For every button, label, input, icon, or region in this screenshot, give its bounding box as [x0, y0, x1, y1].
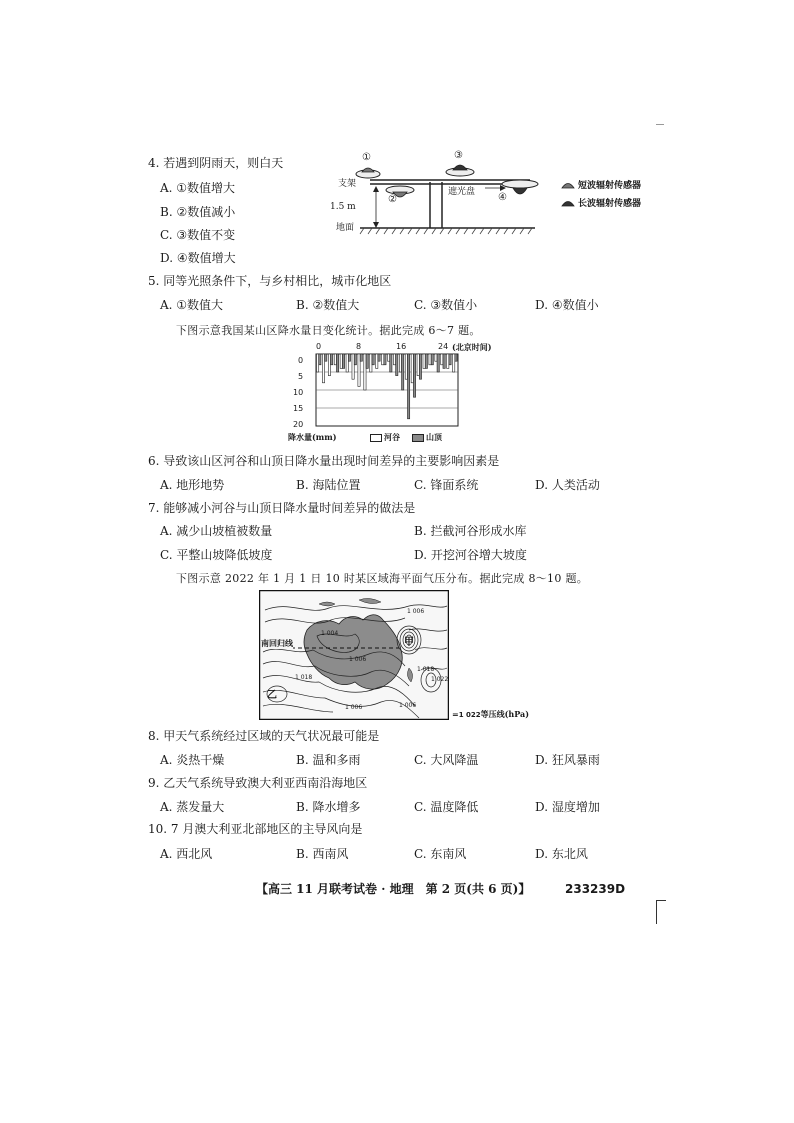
bar-valley-14	[399, 354, 401, 372]
legend-valley: 河谷	[384, 432, 400, 442]
yi-label: 乙	[267, 690, 277, 701]
bar-valley-22	[447, 354, 449, 368]
bar-valley-0	[316, 354, 318, 372]
bar-top-17	[419, 354, 421, 379]
label-ground: 地面	[336, 223, 355, 233]
label-shade: 遮光盘	[448, 187, 476, 197]
page-footer-title: 【高三 11 月联考试卷 · 地理 第 2 页(共 6 页)】	[256, 882, 531, 896]
precip-chart-block	[286, 338, 506, 446]
bar-valley-17	[417, 354, 419, 376]
isobar-label-5: 1 018	[417, 666, 435, 673]
isobar-label-8: 1 006	[345, 704, 363, 711]
q7-option-d: D. 开挖河谷增大坡度	[414, 548, 527, 562]
bar-valley-18	[423, 354, 425, 368]
q4-option-d: D. ④数值增大	[160, 251, 236, 265]
bar-top-18	[425, 354, 427, 368]
x-tick-8: 8	[356, 342, 362, 351]
bar-valley-20	[435, 354, 437, 361]
bar-top-10	[378, 354, 380, 361]
bar-valley-6	[352, 354, 354, 379]
tropic-label: 南回归线	[261, 638, 293, 648]
q5-option-b: B. ②数值大	[296, 298, 360, 312]
bar-valley-7	[358, 354, 360, 386]
x-tick-0: 0	[316, 342, 322, 351]
mark-2: ②	[388, 194, 397, 205]
y-tick-0: 0	[298, 356, 304, 365]
bar-valley-12	[387, 354, 389, 361]
bar-top-2	[331, 354, 333, 365]
bar-top-7	[360, 354, 362, 361]
legend-short-wave: 短波辐射传感器	[578, 181, 642, 191]
bar-valley-23	[453, 354, 455, 372]
q6-option-a: A. 地形地势	[160, 478, 225, 492]
corner-mark-top	[656, 124, 664, 125]
q7-option-c: C. 平整山坡降低坡度	[160, 548, 273, 562]
q7-stem: 7. 能够减小河谷与山顶日降水量时间差异的做法是	[148, 501, 416, 515]
bar-top-15	[407, 354, 409, 419]
bar-top-4	[342, 354, 344, 368]
q9-option-c: C. 温度降低	[414, 800, 479, 814]
bar-top-5	[348, 354, 350, 361]
bar-top-8	[366, 354, 368, 368]
q6-stem: 6. 导致该山区河谷和山顶日降水量出现时间差异的主要影响因素是	[148, 454, 500, 468]
bar-top-11	[384, 354, 386, 365]
intro-6-7: 下图示意我国某山区降水量日变化统计。据此完成 6～7 题。	[176, 324, 481, 337]
bar-top-13	[396, 354, 398, 376]
bar-top-9	[372, 354, 374, 365]
bar-valley-10	[376, 354, 378, 368]
q8-option-b: B. 温和多雨	[296, 753, 361, 767]
bar-top-22	[449, 354, 451, 365]
y-tick-10: 10	[293, 388, 304, 397]
isobar-label-6: 1 022	[431, 676, 449, 683]
q8-stem: 8. 甲天气系统经过区域的天气状况最可能是	[148, 729, 380, 743]
q7-option-a: A. 减少山坡植被数量	[160, 524, 273, 538]
q5-stem: 5. 同等光照条件下，与乡村相比，城市化地区	[148, 274, 392, 288]
q5-option-a: A. ①数值大	[160, 298, 224, 312]
y-tick-5: 5	[298, 372, 304, 381]
q9-stem: 9. 乙天气系统导致澳大利亚西南沿海地区	[148, 776, 368, 790]
isobar-label-3: 1 006	[407, 608, 425, 615]
jia-label: 甲	[404, 637, 414, 648]
bar-top-6	[354, 354, 356, 365]
q5-option-d: D. ④数值小	[535, 298, 599, 312]
bar-valley-16	[411, 354, 413, 383]
bar-valley-8	[364, 354, 366, 390]
map-legend: =1 022等压线(hPa)	[452, 709, 529, 719]
isobar-label-2: 1 006	[349, 656, 367, 663]
q9-option-d: D. 湿度增加	[535, 800, 600, 814]
bar-valley-4	[340, 354, 342, 368]
bar-top-14	[402, 354, 404, 390]
x-tick-16: 16	[396, 342, 407, 351]
bar-top-16	[413, 354, 415, 397]
bar-top-19	[431, 354, 433, 365]
mark-1: ①	[362, 152, 371, 163]
y-tick-15: 15	[293, 404, 304, 413]
y-tick-20: 20	[293, 420, 304, 429]
bar-valley-19	[429, 354, 431, 365]
bar-valley-15	[405, 354, 407, 379]
bar-valley-21	[441, 354, 443, 365]
legend-long-wave: 长波辐射传感器	[578, 199, 642, 209]
q9-option-b: B. 降水增多	[296, 800, 361, 814]
bar-top-3	[336, 354, 338, 372]
q8-option-a: A. 炎热干燥	[160, 753, 225, 767]
q6-option-d: D. 人类活动	[535, 478, 600, 492]
bar-valley-5	[346, 354, 348, 372]
q6-option-b: B. 海陆位置	[296, 478, 361, 492]
q5-option-c: C. ③数值小	[414, 298, 478, 312]
map-legend-text: 等压线(hPa)	[480, 709, 529, 719]
map-legend-value: 1 022	[458, 711, 481, 719]
legend-top-swatch	[412, 434, 424, 442]
legend-valley-swatch	[370, 434, 382, 442]
mark-3: ③	[454, 150, 463, 161]
q4-option-a: A. ①数值增大	[160, 181, 236, 195]
q10-stem: 10. 7 月澳大利亚北部地区的主导风向是	[148, 822, 363, 836]
isobar-label-1: 1 004	[321, 630, 339, 637]
bar-top-0	[319, 354, 321, 365]
intro-8-10: 下图示意 2022 年 1 月 1 日 10 时某区域海平面气压分布。据此完成 8～10 题。	[176, 572, 589, 585]
isobar-label-7: 1 006	[399, 702, 417, 709]
bar-valley-3	[334, 354, 336, 365]
bar-valley-13	[393, 354, 395, 365]
isobar-label-4: 1 018	[295, 674, 313, 681]
q7-option-b: B. 拦截河谷形成水库	[414, 524, 527, 538]
bar-top-20	[437, 354, 439, 372]
corner-mark-bottom	[656, 900, 657, 924]
page-footer-code: 233239D	[565, 882, 626, 896]
q8-option-d: D. 狂风暴雨	[535, 753, 600, 767]
x-tick-24: 24	[438, 342, 449, 351]
q10-option-a: A. 西北风	[160, 847, 213, 861]
bar-valley-11	[382, 354, 384, 365]
precip-chart	[286, 338, 506, 446]
q4-stem: 4. 若遇到阴雨天，则白天	[148, 156, 284, 170]
bar-valley-9	[370, 354, 372, 372]
q10-option-c: C. 东南风	[414, 847, 467, 861]
q10-option-b: B. 西南风	[296, 847, 349, 861]
q6-option-c: C. 锋面系统	[414, 478, 479, 492]
legend-top: 山顶	[426, 432, 442, 442]
q9-option-a: A. 蒸发量大	[160, 800, 225, 814]
bar-valley-1	[322, 354, 324, 383]
x-unit: (北京时间)	[452, 342, 492, 352]
label-height: 1.5 m	[330, 202, 356, 212]
q8-option-c: C. 大风降温	[414, 753, 479, 767]
q4-option-c: C. ③数值不变	[160, 228, 236, 242]
label-support: 支架	[338, 179, 357, 189]
mark-4: ④	[498, 192, 507, 203]
bar-top-21	[443, 354, 445, 368]
bar-top-12	[390, 354, 392, 372]
bar-top-23	[455, 354, 457, 361]
bar-valley-2	[328, 354, 330, 376]
corner-mark-bottom-h	[656, 900, 666, 901]
bar-top-1	[325, 354, 327, 361]
q4-option-b: B. ②数值减小	[160, 205, 236, 219]
y-label: 降水量(mm)	[288, 432, 337, 442]
q10-option-d: D. 东北风	[535, 847, 588, 861]
